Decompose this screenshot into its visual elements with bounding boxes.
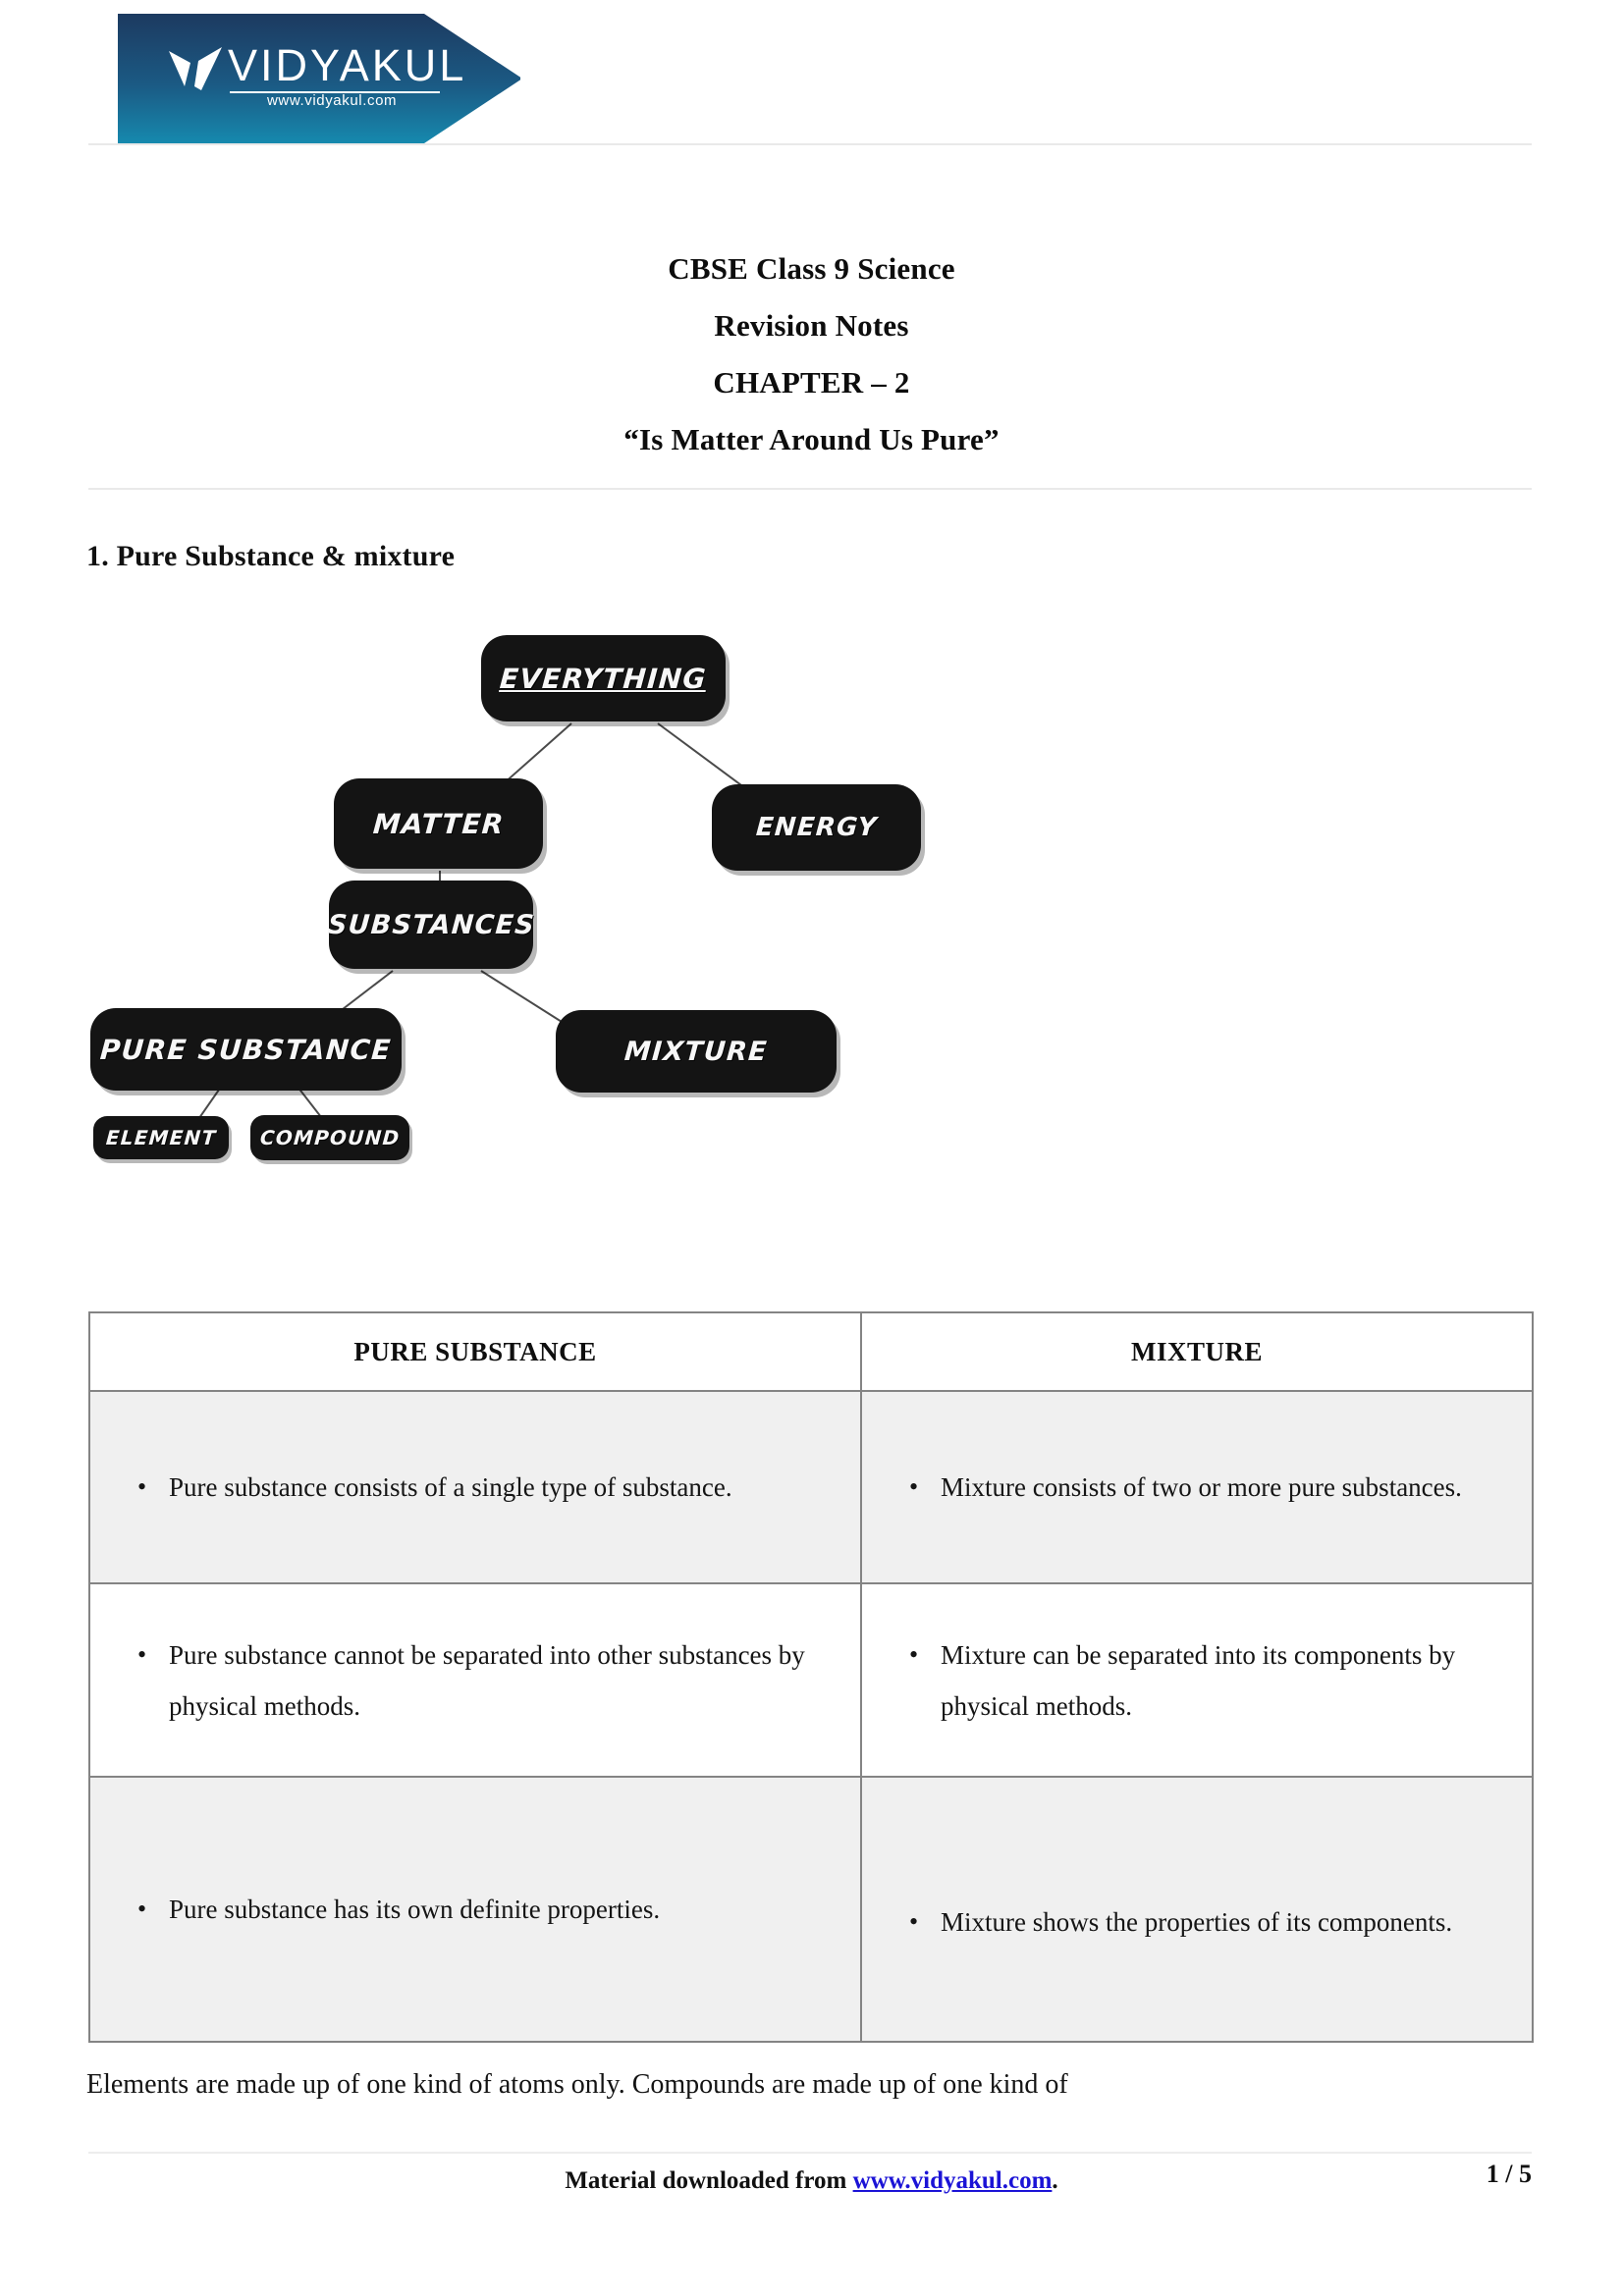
table-header-row bbox=[89, 1312, 1533, 1391]
page-number: 1 / 5 bbox=[1486, 2160, 1532, 2188]
flow-node-mixture-label: MIXTURE bbox=[623, 1036, 769, 1067]
list-item: • Pure substance consists of a single type of substance. bbox=[126, 1462, 827, 1513]
title-line-chapter: CHAPTER – 2 bbox=[713, 365, 910, 400]
title-divider bbox=[88, 488, 1532, 490]
cell-pure-substance-3 bbox=[89, 1777, 861, 2042]
page-footer bbox=[0, 2160, 1623, 2226]
bullet-list bbox=[897, 1629, 1498, 1732]
flow-node-mixture bbox=[556, 1010, 837, 1093]
list-item: • Mixture can be separated into its components by physical methods. bbox=[897, 1629, 1498, 1732]
flow-node-pure-substance bbox=[90, 1008, 402, 1091]
flow-node-substances bbox=[326, 881, 536, 969]
footer-suffix: . bbox=[1052, 2167, 1058, 2194]
table-row bbox=[89, 1583, 1533, 1777]
flow-node-energy-label: ENERGY bbox=[754, 813, 879, 842]
classification-flowchart bbox=[69, 614, 1109, 1281]
pure-substance-vs-mixture-table bbox=[88, 1311, 1534, 2043]
flow-node-element bbox=[93, 1116, 229, 1159]
logo-wordmark: VIDYAKUL bbox=[228, 40, 467, 90]
footer-website-link[interactable]: www.vidyakul.com bbox=[852, 2167, 1053, 2194]
cell-mixture-2 bbox=[861, 1583, 1533, 1777]
cell-mixture-1 bbox=[861, 1391, 1533, 1583]
flow-node-element-label: ELEMENT bbox=[104, 1126, 218, 1149]
flow-node-compound bbox=[250, 1115, 409, 1160]
title-line-doctype: Revision Notes bbox=[714, 308, 909, 343]
section-heading: 1. Pure Substance & mixture bbox=[86, 540, 456, 572]
footer-prefix: Material downloaded from bbox=[565, 2167, 853, 2194]
header-divider bbox=[88, 143, 1532, 145]
logo-url-text: www.vidyakul.com bbox=[267, 92, 398, 109]
flow-node-pure-substance-label: PURE SUBSTANCE bbox=[99, 1033, 393, 1066]
table-row bbox=[89, 1391, 1533, 1583]
document-title-block bbox=[0, 240, 1623, 468]
body-paragraph: Elements are made up of one kind of atoms only. Compounds are made up of one kind of bbox=[86, 2069, 1068, 2100]
list-item: • Mixture shows the properties of its components. bbox=[897, 1896, 1498, 1948]
list-item: • Mixture consists of two or more pure substances. bbox=[897, 1462, 1498, 1513]
flow-node-energy bbox=[712, 784, 921, 871]
flow-node-matter-label: MATTER bbox=[371, 807, 506, 840]
list-item: • Pure substance cannot be separated into other substances by physical methods. bbox=[126, 1629, 827, 1732]
cell-pure-substance-2 bbox=[89, 1583, 861, 1777]
bullet-list bbox=[897, 1462, 1498, 1513]
title-line-subject: CBSE Class 9 Science bbox=[668, 251, 955, 286]
footer-divider bbox=[88, 2152, 1532, 2154]
bullet-list bbox=[126, 1462, 827, 1513]
page-header bbox=[0, 0, 1623, 147]
cell-mixture-3 bbox=[861, 1777, 1533, 2042]
list-item: • Pure substance has its own definite properties. bbox=[126, 1884, 827, 1935]
table-row bbox=[89, 1777, 1533, 2042]
bullet-list bbox=[126, 1884, 827, 1935]
flow-node-everything-label: EVERYTHING bbox=[499, 662, 708, 695]
flow-node-everything bbox=[481, 635, 726, 721]
flow-node-substances-label: SUBSTANCES bbox=[326, 909, 536, 940]
cell-pure-substance-1 bbox=[89, 1391, 861, 1583]
vidyakul-checkmark-icon bbox=[169, 47, 224, 92]
flow-node-matter bbox=[334, 778, 543, 869]
bullet-list bbox=[897, 1896, 1498, 1948]
flow-node-compound-label: COMPOUND bbox=[258, 1126, 402, 1149]
title-line-chapter-name: “Is Matter Around Us Pure” bbox=[623, 422, 1000, 456]
footer-credit bbox=[0, 2167, 1623, 2195]
bullet-list bbox=[126, 1629, 827, 1732]
column-header-mixture: MIXTURE bbox=[861, 1312, 1533, 1391]
column-header-pure-substance: PURE SUBSTANCE bbox=[89, 1312, 861, 1391]
